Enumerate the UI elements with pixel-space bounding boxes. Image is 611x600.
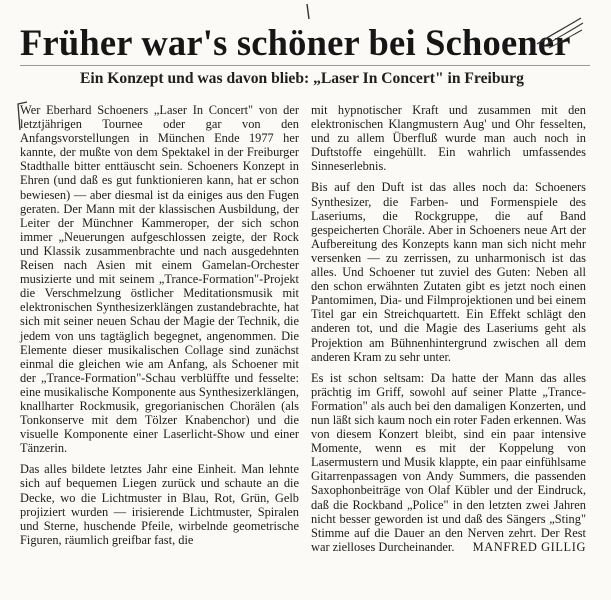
pen-scribble-mark: [535, 14, 585, 50]
article-paragraph: Bis auf den Duft ist das alles noch da: Schoeners Synthesizer, die Farben- und Formenspiele des Laseriums, die Rockgruppe, die auf Band gespeicherten Choräle. Aber in Schoeners neue Art der Aufbereitung des Konzepts kann man sich nicht mehr versenken — zu zerrissen, zu unharmonisch ist das alles. Und Schoener tut zuviel des Guten: Neben all den schon erwähnten Zutaten gibt es jetzt noch einen Pantomimen, Dia- und Filmprojektionen und bei einem Titel gar ein Streichquartett. Ein Effekt schlägt den anderen tot, und die Magie des Laseriums geht als Projektion am Bühnenhintergrund zwischen all dem anderen Kram zu sehr unter.: [311, 180, 586, 364]
article-column-left: [20, 103, 299, 547]
article-column-right: [311, 103, 586, 554]
headline-divider: [20, 65, 590, 66]
article-paragraph: Wer Eberhard Schoeners „Laser In Concert" von der letztjährigen Tournee oder gar von den Anfangsvorstellungen in München Ende 1977 her kannte, der mußte von dem Spektakel in der Freiburger Stadthalle bitter enttäuscht sein. Schoeners Konzept in Ehren (und daß es gut funktionieren kann, hat er schon bewiesen) — aber diesmal ist da einiges aus den Fugen geraten. Der Mann mit der klassischen Ausbildung, der Leiter der Münchner Kammeroper, der sich schon immer „Neuerungen aufgeschlossen zeigte, der Rock und Klassik zusammenbrachte und nach ausgedehnten Reisen nach Asien mit einem Gamelan-Orchester musizierte und mit seinem „Trance-Formation"-Projekt die Verschmelzung östlicher Meditationsmusik mit elektronischen Synthesizerklängen zustandebrachte, hat sich mit seiner neuen Schau der Magie der Technik, die jedem von uns tagtäglich begegnet, angenommen. Die Elemente dieser musikalischen Collage sind zunächst einmal die gleichen wie am Anfang, als Schoener mit der „Trance-Formation"-Schau verblüffte und fesselte: eine musikalische Komponente aus Synthesizerklängen, knallharter Rockmusik, gregorianischen Chorälen (als Tonkonserve mit dem Tölzer Knabenchor) und die visuelle Komponente einer Laserlicht-Show und einer Tänzerin.: [20, 103, 299, 456]
pen-tick-mark: [303, 2, 313, 22]
article-paragraph: mit hypnotischer Kraft und zusammen mit den elektronischen Klangmustern Aug' und Ohr fesselten, und zu allem Überfluß wurde man auch noch in Duftstoffe eingehüllt. Ein wahrlich umfassendes Sinneserlebnis.: [311, 103, 586, 174]
headline: Früher war's schöner bei Schoener: [20, 22, 571, 63]
subtitle: Ein Konzept und was davon blieb: „Laser In Concert" in Freiburg: [80, 70, 524, 87]
author-byline: MANFRED GILLIG: [472, 539, 586, 554]
article-paragraph: Es ist schon seltsam: Da hatte der Mann das alles prächtig im Griff, sowohl auf seiner Platte „Trance-Formation" als auch bei den damaligen Konzerten, und nun läßt sich kaum noch ein roter Faden erkennen. Was von diesem Konzert bleibt, sind ein paar intensive Momente, wenn es mit der Koppelung von Lasermustern und Musik klappte, ein paar einfühlsame Gitarrenpassagen von Andy Summers, die passenden Saxophonbeiträge von Olaf Kübler und der Eindruck, daß die Rockband „Police" in den letzten zwei Jahren nicht besser geworden ist und daß des Sängers „Sting" Stimme auf die Dauer an den Nerven zehrt. Der Rest war zielloses Durcheinander.: [311, 370, 586, 554]
article-paragraph: Das alles bildete letztes Jahr eine Einheit. Man lehnte sich auf bequemen Liegen zurück und schaute an die Decke, wo die Lichtmuster in Blau, Rot, Grün, Gelb projiziert wurden — irisierende Lichtmuster, Spiralen und Sterne, huschende Pfeile, wirbelnde geometrische Figuren, räumlich greifbar fast, die: [20, 462, 299, 547]
